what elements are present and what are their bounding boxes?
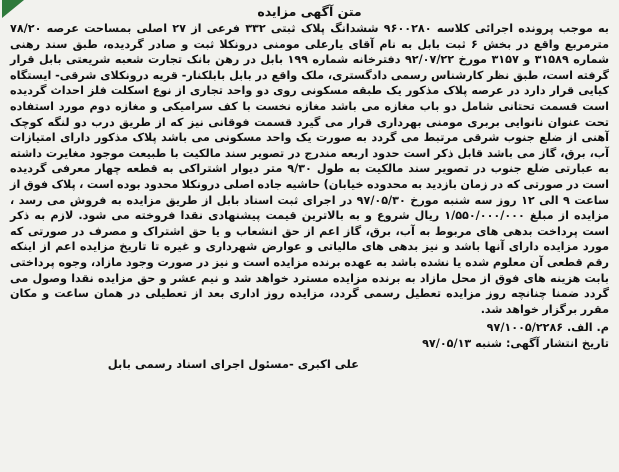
reference-number: م. الف. ۹۷/۱۰۰۵/۲۲۸۶ [486, 321, 609, 335]
notice-body: به موجب پرونده اجرائی کلاسه ۹۶۰۰۲۸۰ ششدانگ پلاک ثبتی ۳۳۲ فرعی از ۲۷ اصلی بمساحت عرصه ۷۸/۲۰ مترمربع واقع در بخش ۶ ثبت بابل به نام آقای یارعلی مومنی درونکلا ثبت و صادر گردیده، طبق سند رهنی شماره ۳۱۵۸۹ و ۳۱۵۷ مورخ ۹۲/۰۷/۲۲ دفترخانه شماره ۱۹۹ بابل در رهن بانک تجارت شعبه شریعتی بابل قرار گرفته است، طبق نظر کارشناس رسمی دادگستری، ملک واقع در بابل بابلکنار- قریه درونکلای شرقی- ایستگاه کیایی قرار دارد در عرصه پلاک مذکور یک طبقه مسکونی روی دو واحد تجاری از نوع اسکلت فلز احداث گردیده است قسمت تحتانی شامل دو باب مغازه می باشد مغازه نخست با کف سرامیکی و مغازه دوم مورد استفاده تحت عنوان نانوایی بربری مومنی بهرداری قرار می گیرد قسمت فوقانی نیز که از طریق درب دو لنگه کوچک آهنی از ضلع جنوب شرقی مرتبط می گردد به صورت یک واحد مسکونی می باشد پلاک مذکور دارای امتیازات آب، برق، گاز می باشد قابل ذکر است حدود اربعه مندرج در تصویر سند مالکیت با طبیعت موجود مغایرت داشته به عبارتی ضلع جنوب در تصویر سند مالکیت به طول ۹/۳۰ متر دیوار اشتراکی به قطعه چهار معرفی گردیده است در صورتی که در زمان بازدید به محدوده خیابان) حاشیه جاده اصلی درونکلا محدود بوده است ، پلاک فوق از ساعت ۹ الی ۱۲ روز سه شنبه مورخ ۹۷/۰۵/۳۰ در اجرای ثبت اسناد بابل از طریق مزایده به فروش می رسد ، مزایده از مبلغ ۱/۵۵۰/۰۰۰/۰۰۰ ریال شروع و به بالاترین قیمت پیشنهادی نقدا فروخته می شود. لازم به ذکر است پرداخت بدهی های مربوط به آب، برق، گاز اعم از حق انشعاب و یا حق اشتراک و مصرف در صورتی که مورد مزایده دارای آنها باشد و نیز بدهی های مالیاتی و عوارض شهرداری و غیره تا تاریخ مزایده اعم از اینکه رقم قطعی آن معلوم شده یا نشده باشد به عهده برنده مزایده است و نیز در صورت وجود مازاد، وجوه پرداختی بابت هزینه های فوق از محل مازاد به برنده مزایده مسترد خواهد شد و نیم عشر و حق مزایده نقدا وصول می گردد ضمنا چنانچه روز مزایده تعطیل رسمی گردد، مزایده روز اداری بعد از تعطیلی در همان ساعت و مکان مقرر برگزار خواهد شد. [10, 22, 609, 316]
publish-date: تاریخ انتشار آگهی: شنبه ۹۷/۰۵/۱۳ [422, 337, 609, 351]
notice-meta [10, 320, 609, 352]
notice-title: متن آگهی مزایده [257, 4, 362, 19]
signature-line: علی اکبری -مسئول اجرای اسناد رسمی بابل [107, 357, 359, 372]
